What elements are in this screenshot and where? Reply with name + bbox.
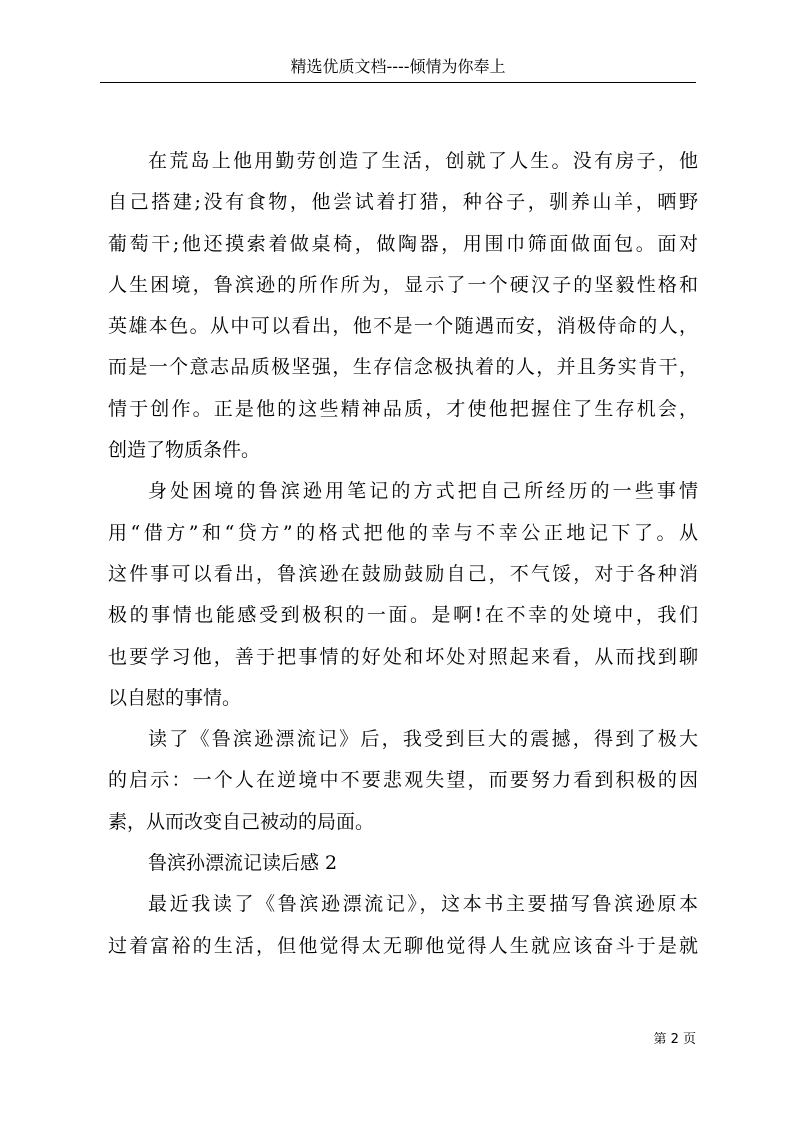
text-line: 用“借方”和“贷方”的格式把他的幸与不幸公正地记下了。从 [108,521,698,544]
text-line: 过着富裕的生活，但他觉得太无聊他觉得人生就应该奋斗于是就 [108,934,698,957]
text-line: 情于创作。正是他的这些精神品质，才使他把握住了生存机会， [108,397,698,420]
page-number: 第 2 页 [653,1032,696,1047]
document-body [108,141,698,967]
text-line: 最近我读了《鲁滨逊漂流记》，这本书主要描写鲁滨逊原本 [148,893,698,916]
text-line: 身处困境的鲁滨逊用笔记的方式把自己所经历的一些事情 [148,480,698,503]
text-line: 而是一个意志品质极坚强，生存信念极执着的人，并且务实肯干， [108,356,698,379]
text-line: 这件事可以看出，鲁滨逊在鼓励鼓励自己，不气馁，对于各种消 [108,562,698,585]
text-line: 素，从而改变自己被动的局面。 [108,810,375,833]
text-line: 创造了物质条件。 [108,439,261,462]
text-line: 在荒岛上他用勤劳创造了生活，创就了人生。没有房子，他 [148,150,698,172]
document-header: 精选优质文档----倾情为你奉上 [100,52,696,83]
text-line: 人生困境，鲁滨逊的所作所为，显示了一个硬汉子的坚毅性格和 [108,273,698,296]
text-line: 以自慰的事情。 [108,686,242,709]
text-line: 读了《鲁滨逊漂流记》后，我受到巨大的震撼，得到了极大 [148,728,698,751]
section-heading: 鲁滨孙漂流记读后感 2 [148,852,338,875]
text-line: 极的事情也能感受到极积的一面。是啊!在不幸的处境中，我们 [108,604,698,627]
text-line: 英雄本色。从中可以看出，他不是一个随遇而安，消极侍命的人， [108,315,698,338]
text-line: 自己搭建;没有食物，他尝试着打猎，种谷子，驯养山羊，晒野 [108,191,698,214]
text-line: 葡萄干;他还摸索着做桌椅，做陶器，用围巾筛面做面包。面对 [108,232,698,255]
text-line: 也要学习他，善于把事情的好处和坏处对照起来看，从而找到聊 [108,645,698,668]
text-line: 的启示：一个人在逆境中不要悲观失望，而要努力看到积极的因 [108,769,698,792]
